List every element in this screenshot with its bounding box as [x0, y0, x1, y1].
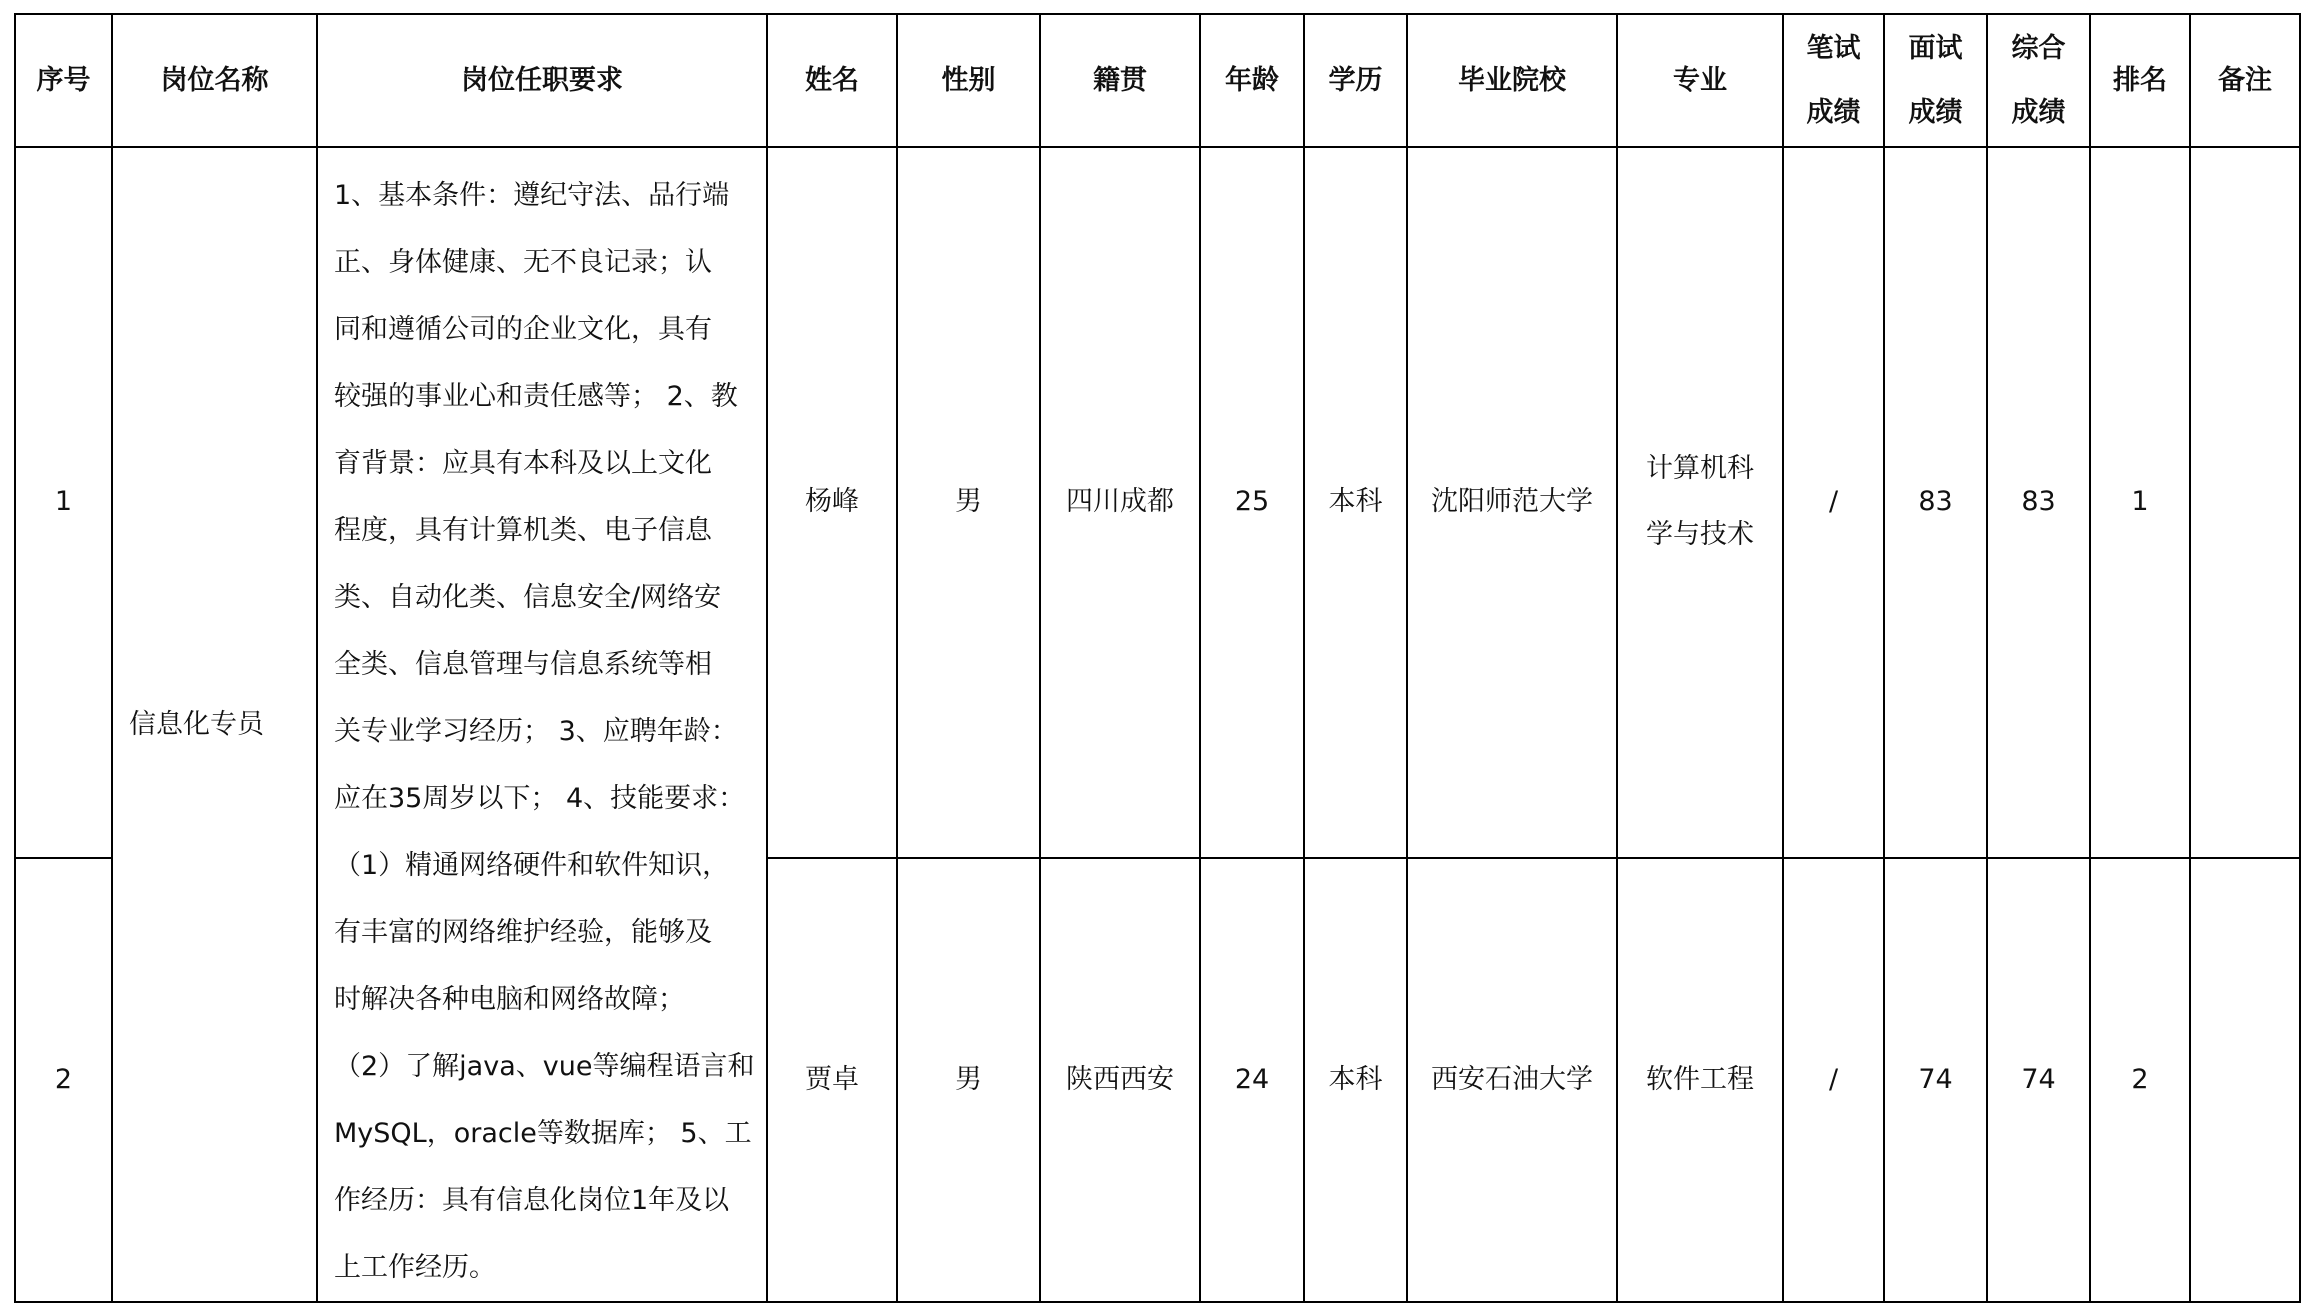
header-interview-line2: 成绩	[1908, 96, 1963, 128]
cell-remarks	[2190, 147, 2300, 858]
requirements-line: 程度，具有计算机类、电子信息	[334, 515, 712, 546]
cell-hometown: 陕西西安	[1040, 858, 1200, 1302]
requirements-line: 类、自动化类、信息安全/网络安	[334, 582, 722, 613]
header-written-line2: 成绩	[1806, 96, 1861, 128]
cell-interview-score: 83	[1884, 147, 1987, 858]
major-line1: 计算机科	[1646, 453, 1754, 485]
cell-major: 软件工程	[1617, 858, 1783, 1302]
cell-age: 25	[1200, 147, 1304, 858]
cell-name: 贾卓	[767, 858, 897, 1302]
header-hometown: 籍贯	[1040, 14, 1200, 147]
cell-requirements	[317, 147, 767, 1302]
header-rank: 排名	[2090, 14, 2190, 147]
header-overall-line1: 综合	[2011, 32, 2066, 64]
requirements-line: 有丰富的网络维护经验，能够及	[334, 917, 712, 948]
header-written-line1: 笔试	[1806, 32, 1861, 64]
requirements-line: （1）精通网络硬件和软件知识，	[334, 850, 730, 881]
header-remarks: 备注	[2190, 14, 2300, 147]
requirements-line: 应在35周岁以下； 4、技能要求：	[334, 783, 746, 814]
cell-school: 沈阳师范大学	[1407, 147, 1617, 858]
cell-name: 杨峰	[767, 147, 897, 858]
requirements-line: 较强的事业心和责任感等； 2、教	[334, 381, 738, 412]
requirements-line: 同和遵循公司的企业文化，具有	[334, 314, 712, 345]
header-school: 毕业院校	[1407, 14, 1617, 147]
header-name: 姓名	[767, 14, 897, 147]
cell-interview-score: 74	[1884, 858, 1987, 1302]
cell-overall-score: 83	[1987, 147, 2090, 858]
requirements-line: 作经历：具有信息化岗位1年及以	[334, 1185, 730, 1216]
header-education: 学历	[1304, 14, 1407, 147]
header-age: 年龄	[1200, 14, 1304, 147]
header-overall-score	[1987, 14, 2090, 147]
cell-rank: 1	[2090, 147, 2190, 858]
requirements-line: 上工作经历。	[334, 1252, 496, 1283]
header-requirements: 岗位任职要求	[317, 14, 767, 147]
cell-school: 西安石油大学	[1407, 858, 1617, 1302]
major-line2: 学与技术	[1646, 519, 1754, 551]
requirements-line: 正、身体健康、无不良记录；认	[334, 247, 712, 278]
requirements-line: 时解决各种电脑和网络故障；	[334, 984, 685, 1015]
table-row	[15, 147, 2300, 858]
requirements-line: 全类、信息管理与信息系统等相	[334, 649, 712, 680]
header-row	[15, 14, 2300, 147]
header-gender: 性别	[897, 14, 1040, 147]
cell-seq: 1	[15, 147, 112, 858]
requirements-line: （2）了解java、vue等编程语言和	[334, 1051, 755, 1082]
header-major: 专业	[1617, 14, 1783, 147]
header-written-score	[1783, 14, 1884, 147]
cell-overall-score: 74	[1987, 858, 2090, 1302]
cell-position-name: 信息化专员	[112, 147, 317, 1302]
cell-education: 本科	[1304, 858, 1407, 1302]
cell-gender: 男	[897, 858, 1040, 1302]
requirements-line: 1、基本条件：遵纪守法、品行端	[334, 180, 730, 211]
header-interview-line1: 面试	[1908, 32, 1963, 64]
cell-major	[1617, 147, 1783, 858]
requirements-line: 关专业学习经历； 3、应聘年龄：	[334, 716, 738, 747]
cell-age: 24	[1200, 858, 1304, 1302]
cell-written-score: /	[1783, 858, 1884, 1302]
requirements-line: 育背景：应具有本科及以上文化	[334, 448, 712, 479]
cell-remarks	[2190, 858, 2300, 1302]
cell-rank: 2	[2090, 858, 2190, 1302]
cell-hometown: 四川成都	[1040, 147, 1200, 858]
requirements-line: MySQL，oracle等数据库； 5、工	[334, 1118, 752, 1149]
cell-written-score: /	[1783, 147, 1884, 858]
cell-education: 本科	[1304, 147, 1407, 858]
recruitment-results-table	[14, 13, 2301, 1303]
header-overall-line2: 成绩	[2011, 96, 2066, 128]
cell-gender: 男	[897, 147, 1040, 858]
header-position: 岗位名称	[112, 14, 317, 147]
cell-seq: 2	[15, 858, 112, 1302]
header-seq: 序号	[15, 14, 112, 147]
header-interview-score	[1884, 14, 1987, 147]
